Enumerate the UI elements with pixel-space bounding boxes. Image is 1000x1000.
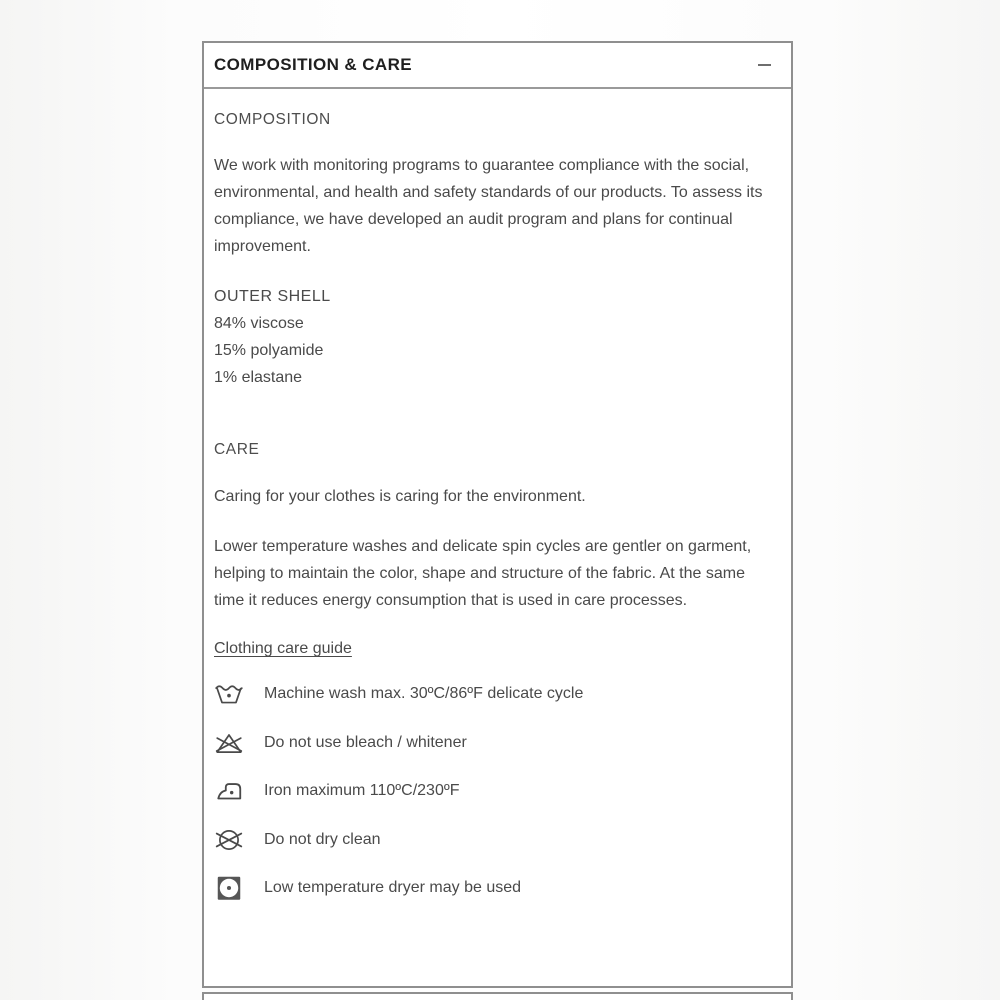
materials-block — [214, 283, 769, 391]
care-instruction-label: Iron maximum 110ºC/230ºF — [264, 782, 460, 800]
material-item: 15% polyamide — [214, 342, 324, 359]
care-instruction-label: Do not use bleach / whitener — [264, 733, 467, 751]
care-instruction-row — [214, 719, 769, 768]
tumble-dry-low-icon — [214, 874, 248, 902]
panel-body — [204, 89, 791, 913]
clothing-care-guide-link[interactable]: Clothing care guide — [214, 640, 352, 657]
care-instruction-row — [214, 816, 769, 865]
composition-care-panel — [202, 41, 793, 988]
care-instruction-row — [214, 864, 769, 913]
outer-shell-heading: OUTER SHELL — [214, 288, 331, 305]
material-item: 1% elastane — [214, 369, 303, 386]
care-tagline: Caring for your clothes is caring for the environment. — [214, 488, 586, 505]
panel-title: COMPOSITION & CARE — [214, 55, 412, 74]
machine-wash-30-icon — [214, 681, 248, 707]
composition-intro-paragraph: We work with monitoring programs to guarantee compliance with the social, environmental, and health and safety standards of our products. To assess its compliance, we have developed an audit program and plans for continual improvement. — [214, 157, 763, 255]
care-instruction-label: Do not dry clean — [264, 830, 381, 848]
do-not-bleach-icon — [214, 730, 248, 756]
care-heading: CARE — [214, 441, 260, 458]
care-instruction-row — [214, 670, 769, 719]
care-instruction-label: Low temperature dryer may be used — [264, 879, 522, 897]
next-accordion-section-edge[interactable] — [202, 992, 793, 1000]
care-description-paragraph: Lower temperature washes and delicate spin cycles are gentler on garment, helping to maintain the color, shape and structure of the fabric. At the same time it reduces energy consumption that is used in care processes. — [214, 538, 752, 609]
care-instruction-label: Machine wash max. 30ºC/86ºF delicate cycle — [264, 685, 584, 703]
accordion-header[interactable] — [204, 43, 791, 89]
care-instructions-list — [214, 670, 769, 913]
iron-max-110-icon — [214, 778, 248, 804]
composition-heading: COMPOSITION — [214, 111, 331, 128]
collapse-minus-icon[interactable] — [758, 64, 771, 66]
care-instruction-row — [214, 767, 769, 816]
material-item: 84% viscose — [214, 315, 304, 332]
do-not-dry-clean-icon — [214, 827, 248, 853]
